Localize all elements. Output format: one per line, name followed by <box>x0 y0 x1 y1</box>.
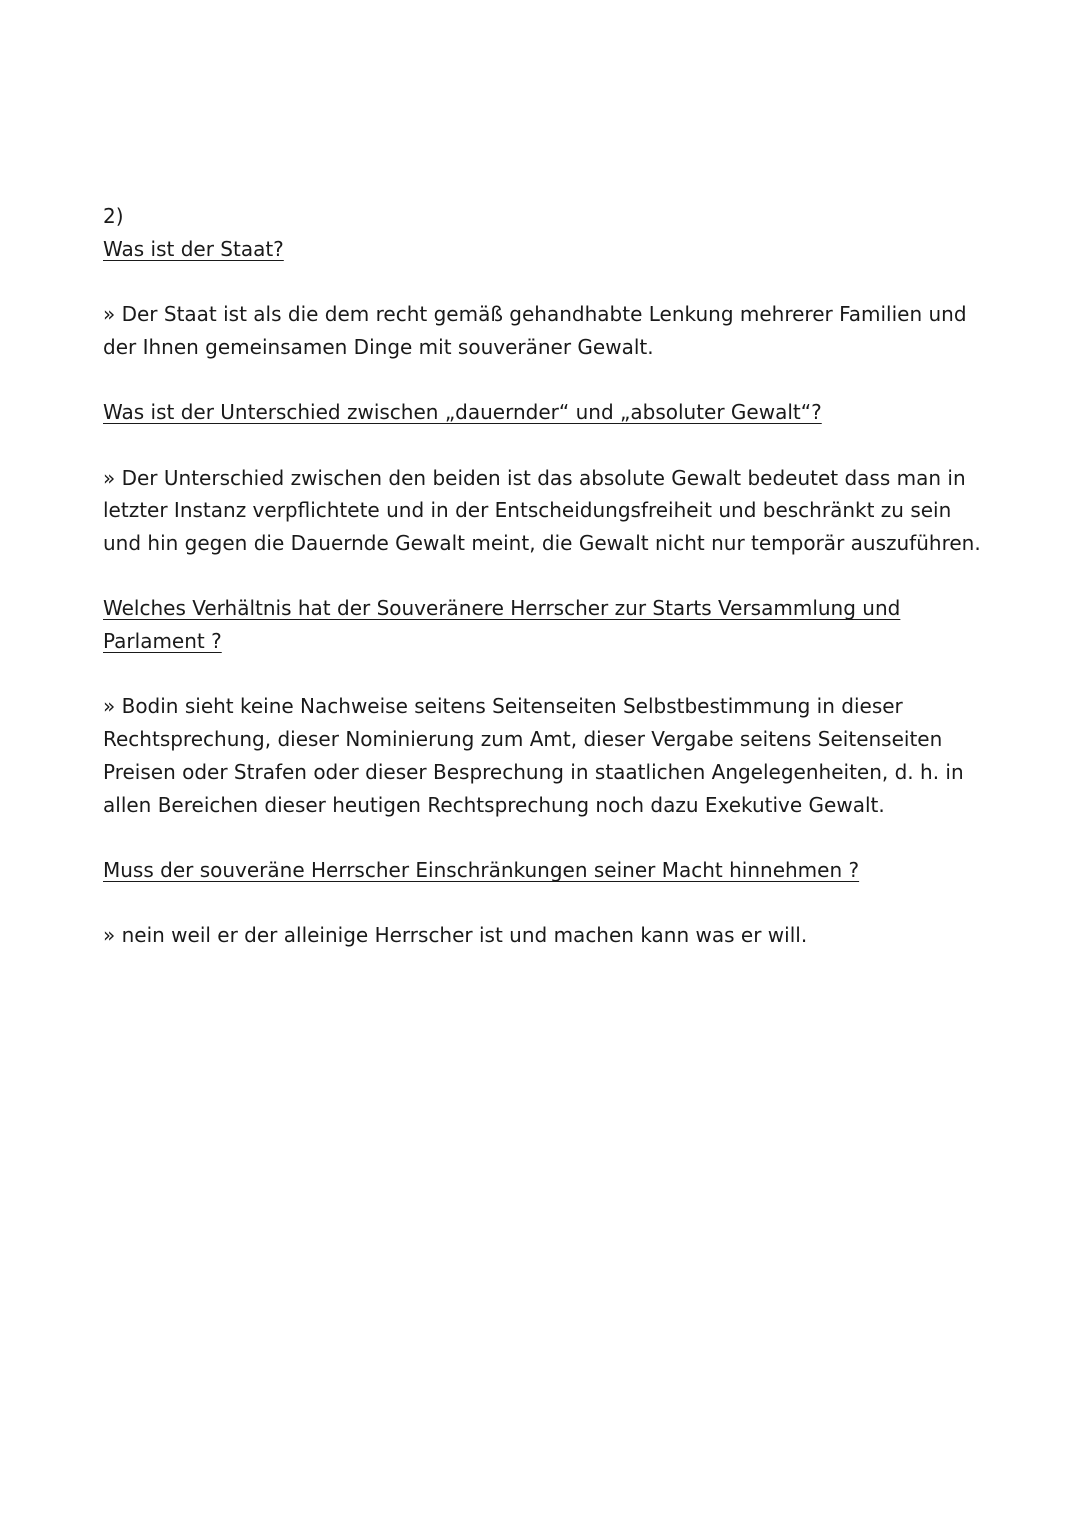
answer-line: Preisen oder Strafen oder dieser Besprechung in staatlichen Angelegenheiten, d. h. in <box>103 759 964 784</box>
answer-2 <box>103 462 1003 560</box>
document-page <box>103 200 1003 952</box>
answer-4 <box>103 919 1003 952</box>
question-3-line-2: Parlament ? <box>103 629 222 654</box>
answer-line: Rechtsprechung, dieser Nominierung zum Amt, dieser Vergabe seitens Seitenseiten <box>103 727 943 752</box>
question-2: Was ist der Unterschied zwischen „dauernder“ und „absoluter Gewalt“? <box>103 400 822 425</box>
answer-line: allen Bereichen dieser heutigen Rechtsprechung noch dazu Exekutive Gewalt. <box>103 792 885 817</box>
qa-block-2 <box>103 396 1003 560</box>
answer-line: » nein weil er der alleinige Herrscher ist und machen kann was er will. <box>103 923 808 948</box>
answer-3 <box>103 690 1003 821</box>
answer-line: und hin gegen die Dauernde Gewalt meint, die Gewalt nicht nur temporär auszuführen. <box>103 530 981 555</box>
answer-line: » Der Unterschied zwischen den beiden ist das absolute Gewalt bedeutet dass man in <box>103 465 966 490</box>
answer-line: der Ihnen gemeinsamen Dinge mit souveräner Gewalt. <box>103 334 654 359</box>
answer-line: letzter Instanz verpflichtete und in der Entscheidungsfreiheit und beschränkt zu sein <box>103 498 952 523</box>
answer-line: » Der Staat ist als die dem recht gemäß gehandhabte Lenkung mehrerer Familien und <box>103 302 967 327</box>
answer-line: » Bodin sieht keine Nachweise seitens Seitenseiten Selbstbestimmung in dieser <box>103 694 903 719</box>
answer-1 <box>103 298 1003 363</box>
qa-block-4 <box>103 854 1003 952</box>
qa-block-3 <box>103 592 1003 821</box>
question-1: Was ist der Staat? <box>103 236 284 261</box>
question-4: Muss der souveräne Herrscher Einschränkungen seiner Macht hinnehmen ? <box>103 857 860 882</box>
section-number: 2) <box>103 204 124 228</box>
qa-block-1 <box>103 233 1003 364</box>
question-3-line-1: Welches Verhältnis hat der Souveränere Herrscher zur Starts Versammlung und <box>103 596 901 621</box>
